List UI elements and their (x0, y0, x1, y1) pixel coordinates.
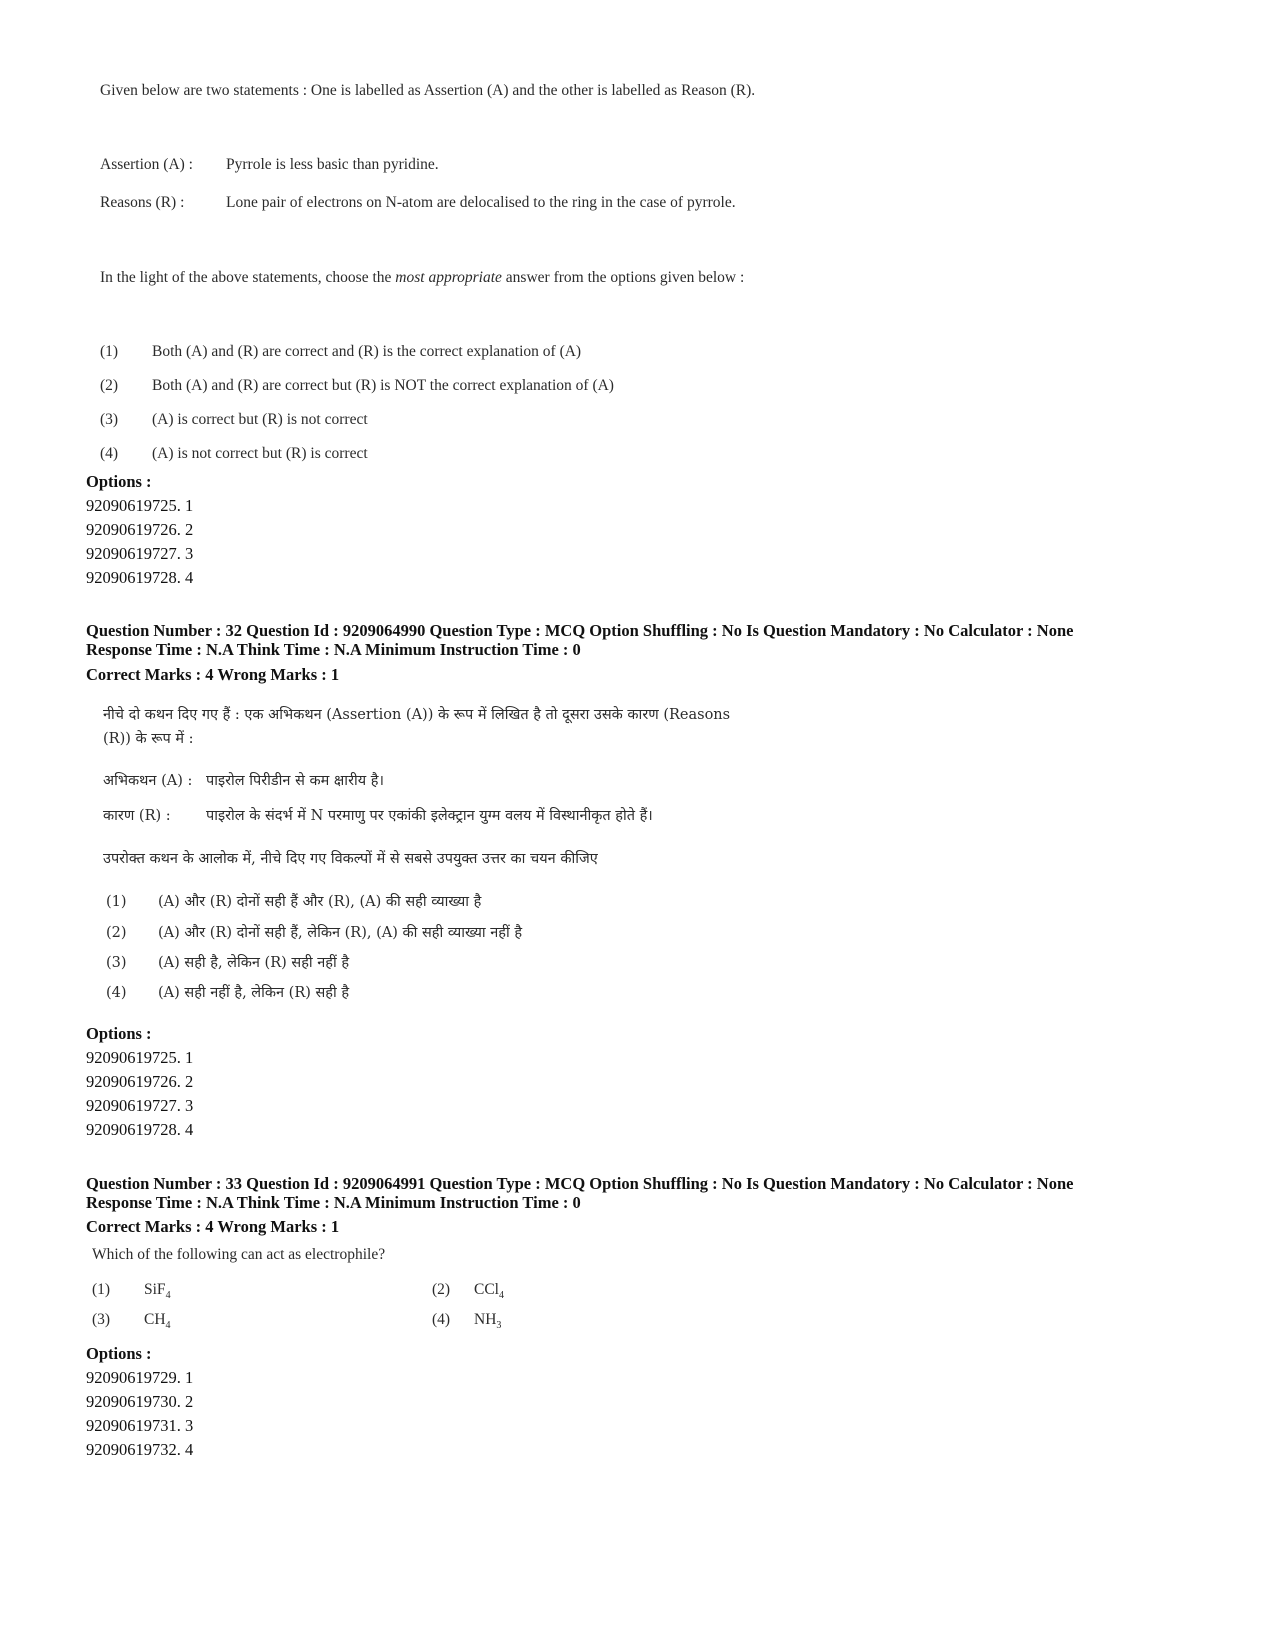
q31-choice: (4) (A) is not correct but (R) is correct (100, 445, 368, 462)
q33-option-id: 92090619731. 3 (86, 1416, 194, 1435)
q33-meta-line2: Response Time : N.A Think Time : N.A Minimum Instruction Time : 0 (86, 1193, 581, 1212)
q31-option-id: 92090619727. 3 (86, 544, 194, 563)
q32-choice: (3) (A) सही है, लेकिन (R) सही नहीं है (106, 955, 350, 971)
q32-reason-text: पाइरोल के संदर्भ में N परमाणु पर एकांकी इलेक्ट्रान युग्म वलय में विस्थानीकृत होते हैं। (206, 808, 653, 824)
q32-choice: (1) (A) और (R) दोनों सही हैं और (R), (A) की सही व्याख्या है (106, 894, 482, 910)
q31-options-heading: Options : (86, 472, 152, 491)
q31-choice: (1) Both (A) and (R) are correct and (R) is the correct explanation of (A) (100, 343, 582, 360)
q32-assertion-label: अभिकथन (A) : (103, 773, 193, 789)
q33-option-id: 92090619732. 4 (86, 1440, 194, 1459)
q32-option-id: 92090619727. 3 (86, 1096, 194, 1115)
q31-reason-label: Reasons (R) : (100, 194, 185, 211)
q31-option-id: 92090619726. 2 (86, 520, 194, 539)
q31-choice: (3) (A) is correct but (R) is not correct (100, 411, 368, 428)
q32-assertion-text: पाइरोल पिरीडीन से कम क्षारीय है। (206, 773, 384, 789)
q31-instruction: In the light of the above statements, choose the most appropriate answer from the options given below : (100, 269, 745, 286)
q32-options-heading: Options : (86, 1024, 152, 1043)
q31-choice: (2) Both (A) and (R) are correct but (R) is NOT the correct explanation of (A) (100, 377, 614, 394)
q33-choice: (4) $NH_3$ (432, 1311, 502, 1332)
q31-reason-text: Lone pair of electrons on N-atom are delocalised to the ring in the case of pyrrole. (226, 194, 736, 211)
q32-instruction: उपरोक्त कथन के आलोक में, नीचे दिए गए विकल्पों में से सबसे उपयुक्त उत्तर का चयन कीजिए (103, 851, 598, 867)
q31-intro: Given below are two statements : One is labelled as Assertion (A) and the other is labelled as Reason (R). (100, 82, 756, 99)
q33-meta-line1: Question Number : 33 Question Id : 9209064991 Question Type : MCQ Option Shuffling : No Is Question Mandatory : No Calculator : None (86, 1174, 1074, 1193)
q33-question: Which of the following can act as electrophile? (92, 1246, 386, 1263)
q31-option-id: 92090619728. 4 (86, 568, 194, 587)
q33-choice: (1) SiF$_4$ (92, 1281, 171, 1302)
q33-option-id: 92090619729. 1 (86, 1368, 194, 1387)
q32-meta-line2: Response Time : N.A Think Time : N.A Minimum Instruction Time : 0 (86, 640, 581, 659)
q31-option-id: 92090619725. 1 (86, 496, 194, 515)
q31-assertion-label: Assertion (A) : (100, 156, 193, 173)
q33-option-id: 92090619730. 2 (86, 1392, 194, 1411)
q32-meta-line1: Question Number : 32 Question Id : 9209064990 Question Type : MCQ Option Shuffling : No Is Question Mandatory : No Calculator : None (86, 621, 1074, 640)
q32-choice: (2) (A) और (R) दोनों सही हैं, लेकिन (R), (A) की सही व्याख्या नहीं है (106, 925, 523, 941)
q32-choice: (4) (A) सही नहीं है, लेकिन (R) सही है (106, 985, 350, 1001)
q32-reason-label: कारण (R) : (103, 808, 171, 824)
q33-options-heading: Options : (86, 1344, 152, 1363)
q32-marks: Correct Marks : 4 Wrong Marks : 1 (86, 665, 340, 684)
q32-option-id: 92090619725. 1 (86, 1048, 194, 1067)
q32-option-id: 92090619726. 2 (86, 1072, 194, 1091)
q32-intro-line1: नीचे दो कथन दिए गए हैं : एक अभिकथन (Assertion (A)) के रूप में लिखित है तो दूसरा उसके कारण (Reasons (103, 707, 731, 723)
q33-choice: (2) CCl$_4$ (432, 1281, 504, 1302)
q32-intro-line2: (R)) के रूप में : (103, 731, 194, 747)
q31-assertion-text: Pyrrole is less basic than pyridine. (226, 156, 439, 173)
q33-choice: (3) $CH_4$ (92, 1311, 171, 1332)
q33-marks: Correct Marks : 4 Wrong Marks : 1 (86, 1217, 340, 1236)
q32-option-id: 92090619728. 4 (86, 1120, 194, 1139)
